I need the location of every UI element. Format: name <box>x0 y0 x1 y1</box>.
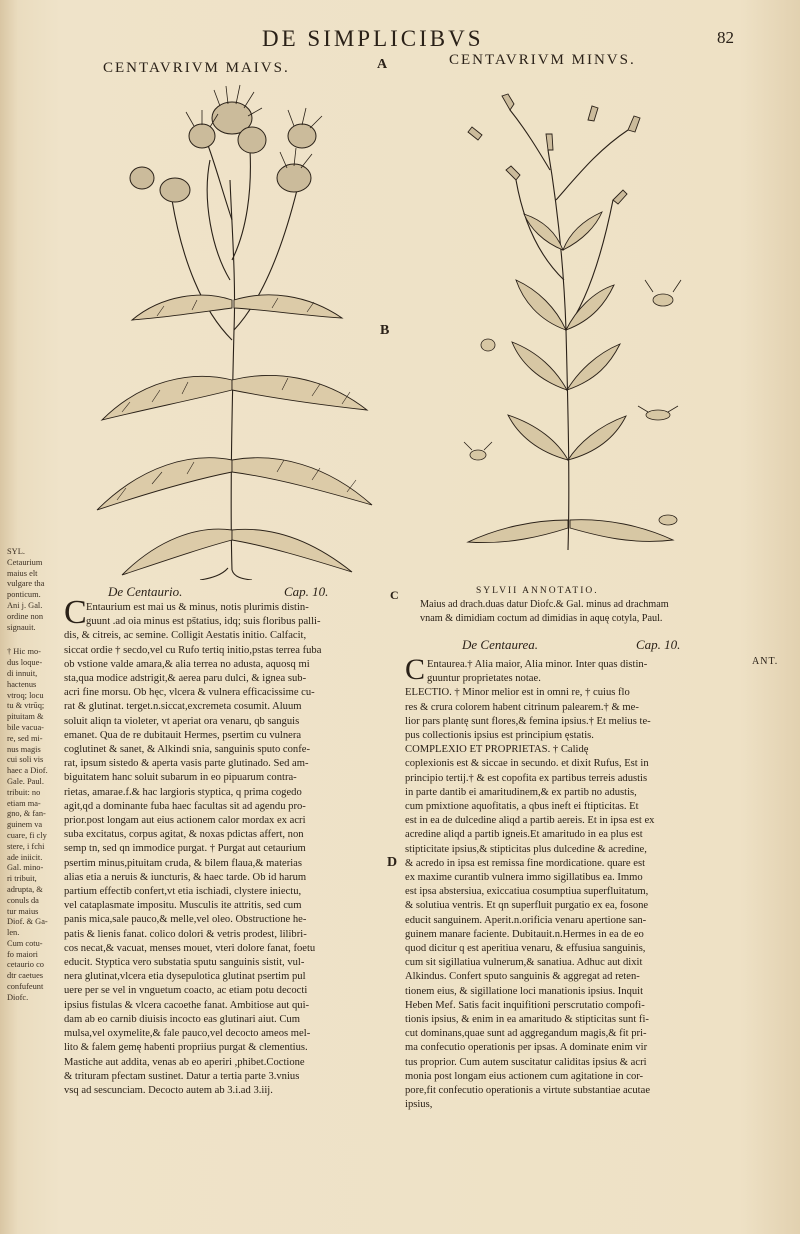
side-note-line: vtroq; locu <box>7 690 44 700</box>
text-line: sta,qua modice adstrigit,& aerea paru dulci, & ignea sub- <box>64 673 307 685</box>
text-line: emanet. Qua de re dubitauit Hermes, psertim cu vulnera <box>64 729 302 741</box>
text-line: guunt .ad oia minus est ps̃tatius, idq; suis floribus palli- <box>86 616 321 628</box>
section-marker-a: A <box>377 57 388 72</box>
text-line: mulsa,vel oxymelite,& fale pauco,vel decocto ameos mel- <box>64 1028 311 1040</box>
text-line: prior.post longam aut eius actionem calor mordax ex acri <box>64 815 306 827</box>
right-drop-cap: C <box>405 653 426 686</box>
text-line: cum pmixtione aquofitatis, a qbus ineft ei ftipticitas. Et <box>405 801 639 813</box>
text-line: patis & lienis fanat. colico dolori & vetris prodest, lilibri- <box>64 928 307 940</box>
text-line: psertim minus,pituitam cruda, & bilem flaua,& materias <box>64 857 303 869</box>
text-line: partium effectib confert,vt etia ischiadi, clystere iniectu, <box>64 886 302 898</box>
text-line: acredine aliqd a partib igneis.Et amaritudo in ea plus est <box>405 829 643 841</box>
text-line: vsq ad sescunciam. Decocto autem ab 3.i.ad 3.iij. <box>64 1084 273 1096</box>
text-line: semp tn, sed qn immodice purgat. † Purgat aut cetaurium <box>64 843 306 855</box>
side-note-line: ri tribuit, <box>7 874 37 884</box>
text-line: tus proprior. Cum autem suscitatur caliditas ipsius & acri <box>405 1056 647 1068</box>
text-line: est ipsa abstersiua, exiccatiua cosumptiua superfluitatum, <box>405 886 649 898</box>
text-line: coglutinet & sanet, & Alkindi snia, sanguinis sputo confe- <box>64 744 310 756</box>
side-note-line: confufeunt <box>7 982 44 992</box>
side-note-line: haec a Diof. <box>7 766 48 776</box>
text-line: est in ea de dulcedine aliqd a partib aereis. Et in ipsa est ex <box>405 815 655 827</box>
text-line: tionem eius, & sigillatione loci manationis ipsius. Inquit <box>405 985 644 997</box>
text-line: dis, & citreis, ac semine. Colligit Aestatis initio. Calfacit, <box>64 630 307 642</box>
annotation-line: Maius ad drach.duas datur Diofc.& Gal. minus ad drachmam <box>420 599 669 610</box>
text-line: suba excitatus, corpus agitat, & noxas pdictas affert, non <box>64 829 304 841</box>
text-line: rietas, amarae.f.& hac largioris styptica, q prima cogedo <box>64 786 302 798</box>
text-line: alias etia a neruis & iuncturis, & haec tarde. Ob id harum <box>64 871 307 883</box>
side-note-line: Cetaurium <box>7 557 43 567</box>
text-line: educit. Styptica vero substatia sputu sanguinis sistit, vul- <box>64 957 305 969</box>
side-note-line: tur maius <box>7 906 39 916</box>
text-line: educit sanguinem. Aperit.n.orificia venaru apertione san- <box>405 914 647 926</box>
text-line: siccat ordie † secdo,vel cu Rufo tertiq initio,pstas terrea fuba <box>64 644 322 656</box>
annotation-line: vnam & dimidiam coctum ad dimidias in aquę cotyla, Paul. <box>420 612 663 624</box>
left-figure-title: CENTAVRIVM MAIVS. <box>103 60 290 76</box>
side-note-line: † Hic mo- <box>7 647 41 657</box>
side-note-line: dtr caetues <box>7 971 44 981</box>
text-line: acri fine morsu. Ob hęc, vlcera & vulnera efficacissime cu- <box>64 687 315 699</box>
side-note-line: re, sed mi- <box>7 733 43 743</box>
side-note-line: ponticum. <box>7 590 41 600</box>
side-note-line: Ani j. Gal. <box>7 600 43 610</box>
right-margin-note: ANT. <box>752 656 779 667</box>
text-line: nera glutinat,vlcera etia dysepulotica glutinat psertim pul <box>64 971 306 983</box>
side-note-line: cuare, fi cly <box>7 830 47 840</box>
side-note-line: Cum cotu- <box>7 938 43 948</box>
left-chapter-body <box>64 601 384 1098</box>
text-line: rat & glutinat. terget.n.siccat,excremeta cosumit. Aluum <box>64 701 302 713</box>
side-note-line: gno, & fan- <box>7 809 46 819</box>
text-line: cut dominans,quae sunt ad aggregandum magis,& fit pri- <box>405 1028 647 1040</box>
text-line: res & crura colorem habent citrinum palearem.† & me- <box>405 701 639 713</box>
text-line: principio tertij.† & est copofita ex partibus terreis adustis <box>405 772 648 784</box>
text-line: ipsius fistulas & vlcera cacoethe fanat. Ambitiose aut qui- <box>64 999 310 1011</box>
side-note-line: guinem va <box>7 820 43 830</box>
text-line: tionis ipsius, & enim in ea amaritudo & stipticitas sunt fi- <box>405 1014 649 1026</box>
text-line: vel cataplasmate impositu. Musculis ite attritis, sed cum <box>64 900 302 912</box>
right-figure-title: CENTAVRIVM MINVS. <box>449 52 636 68</box>
text-line: cos necat,& vacuat, menses mouet, vteri dolore fanat, foetu <box>64 942 316 954</box>
left-margin-notes <box>7 547 65 1004</box>
side-note-line: pituitam & <box>7 712 44 722</box>
text-line: & trituram pfectam sustinet. Datur a tertia parte 3.vnius <box>64 1070 300 1082</box>
text-line: Heben Mef. Satis facit inquifitioni perscrutatio compofi- <box>405 999 645 1011</box>
section-marker-d: D <box>387 855 398 870</box>
text-line: pus collectionis ipsius est principium ęstatis. <box>405 730 594 742</box>
page-number: 82 <box>717 28 734 47</box>
text-line: dam ab eo carnib diuisis incocto eas glutinari aiut. Cum <box>64 1013 300 1025</box>
side-note-line: len. <box>7 928 20 938</box>
centaurium-minus-woodcut <box>438 80 698 560</box>
side-note-line: etiam ma- <box>7 798 41 808</box>
side-note-line: hactenus <box>7 679 37 689</box>
side-note-line: tu & vtrūq; <box>7 701 45 711</box>
side-note-line: ade iniicit. <box>7 852 43 862</box>
side-note-line: cetaurio co <box>7 960 44 970</box>
text-line: ELECTIO. † Minor melior est in omni re, † cuius flo <box>405 687 630 699</box>
side-note-line: Gale. Paul. <box>7 776 44 786</box>
text-line: COMPLEXIO ET PROPRIETAS. † Calidę <box>405 744 589 756</box>
side-note-line: cui soli vis <box>7 755 44 765</box>
section-marker-b: B <box>380 323 390 338</box>
text-line: stipticitate ipsius,& stipticitas plus dulcedine & acredine, <box>405 843 647 855</box>
text-line: panis mica,sale pauco,& melle,vel oleo. Obstructione he- <box>64 914 307 926</box>
text-line: & acredo in ipsa est remissa fine mordicatione. quare est <box>405 857 646 869</box>
text-line: ma confecutio operationis per ipsas. A dominate enim vir <box>405 1042 648 1054</box>
right-chapter-number: Cap. 10. <box>636 637 681 652</box>
side-note-line: signauit. <box>7 622 36 632</box>
text-line: monia post longam eius actionem cum agitatione in cor- <box>405 1070 644 1082</box>
text-line: in parte dantib ei amaritudinem,& ex partib no adustis, <box>405 786 637 798</box>
side-note-line: stere, i fchi <box>7 841 45 851</box>
side-note-line: dus loque- <box>7 658 43 668</box>
text-line: ob vstione valde amara,& alia terrea no adusta, aquosq mi <box>64 658 310 670</box>
side-note-line: nus magis <box>7 744 41 754</box>
side-note-line: SYL. <box>7 547 25 556</box>
left-chapter-number: Cap. 10. <box>284 584 329 599</box>
text-line: lito & falem gemę habenti propriius purgat & clementius. <box>64 1042 308 1054</box>
text-line: soluit aliqn ta violeter, vt aperiat ora venaru, qb sanguis <box>64 715 300 727</box>
text-line: agit,qd a dominante fuba haec facultas sit ad agendu pro- <box>64 800 306 812</box>
running-title: DE SIMPLICIBVS <box>262 26 484 51</box>
left-chapter-heading: De Centaurio. <box>108 584 183 599</box>
side-note-line: vulgare tha <box>7 579 45 589</box>
side-note-line: fo maiori <box>7 949 38 959</box>
side-note-line: conuls da <box>7 895 39 905</box>
text-line: biguitatem hanc soluit subarum in eo pipuarum contra- <box>64 772 297 784</box>
text-line: lior pars plantę sunt flores,& femina ipsius.† Et melius te- <box>405 715 651 727</box>
annotation-body <box>420 598 669 625</box>
side-note-line: adrupta, & <box>7 884 43 894</box>
text-line: coplexionis est & siccae in secundo. et dixit Rufus, Est in <box>405 758 649 770</box>
text-line: uere per se vel in vnguetum coacto, ac etiam potu decocti <box>64 985 308 997</box>
text-line: pore,fit confecutio operationis a virtute substantiae acutae <box>405 1085 651 1097</box>
side-note-line <box>7 633 65 647</box>
right-chapter-body <box>405 653 745 1113</box>
text-line: Alkindus. Confert sputo sanguinis & aggregat ad reten- <box>405 971 640 983</box>
side-note-line: Diof. & Ga- <box>7 917 48 927</box>
centaurium-maius-woodcut <box>82 80 382 580</box>
side-note-line: Diofc. <box>7 992 29 1002</box>
text-line: cum sit sigillatiua vulnerum,& sanatiua. Adhuc aut dixit <box>405 957 643 969</box>
text-line: Entaurium est mai us & minus, notis plurimis distin- <box>86 602 309 613</box>
text-line: Mastiche aut addita, venas ab eo aperiri ,phibet.Coctione <box>64 1056 305 1068</box>
right-chapter-heading: De Centaurea. <box>462 637 539 652</box>
left-drop-cap: C <box>64 594 87 631</box>
section-marker-c: C <box>390 588 399 602</box>
side-note-line: ordine non <box>7 611 44 621</box>
side-note-line: Gal. mino- <box>7 863 44 873</box>
side-note-line: di innuit, <box>7 668 38 678</box>
side-note-line: tribuit: no <box>7 787 41 797</box>
text-line: quod dicitur q est aperitiua venaru, & effusiua sanguinis, <box>405 943 646 955</box>
text-line: Entaurea.† Alia maior, Alia minor. Inter quas distin- <box>427 659 648 670</box>
text-line: guuntur proprietates notae. <box>427 673 541 685</box>
side-note-line: maius elt <box>7 568 38 578</box>
text-line: rat, ipsum sistedo & aperta vasis parte glutinado. Sed am- <box>64 758 309 770</box>
side-note-line: bile vacua- <box>7 722 44 732</box>
annotation-heading: SYLVII ANNOTATIO. <box>476 586 599 596</box>
text-line: ex maxime curantib vulnera immo sigillatibus ea. Immo <box>405 872 643 884</box>
text-line: guinem manare faciente. Dubitauit.n.Hermes in ea de eo <box>405 928 644 940</box>
text-line: & solutiua ventris. Et qn superfluit purgatio ex ea, fosone <box>405 900 649 912</box>
text-line: ipsius, <box>405 1099 433 1111</box>
